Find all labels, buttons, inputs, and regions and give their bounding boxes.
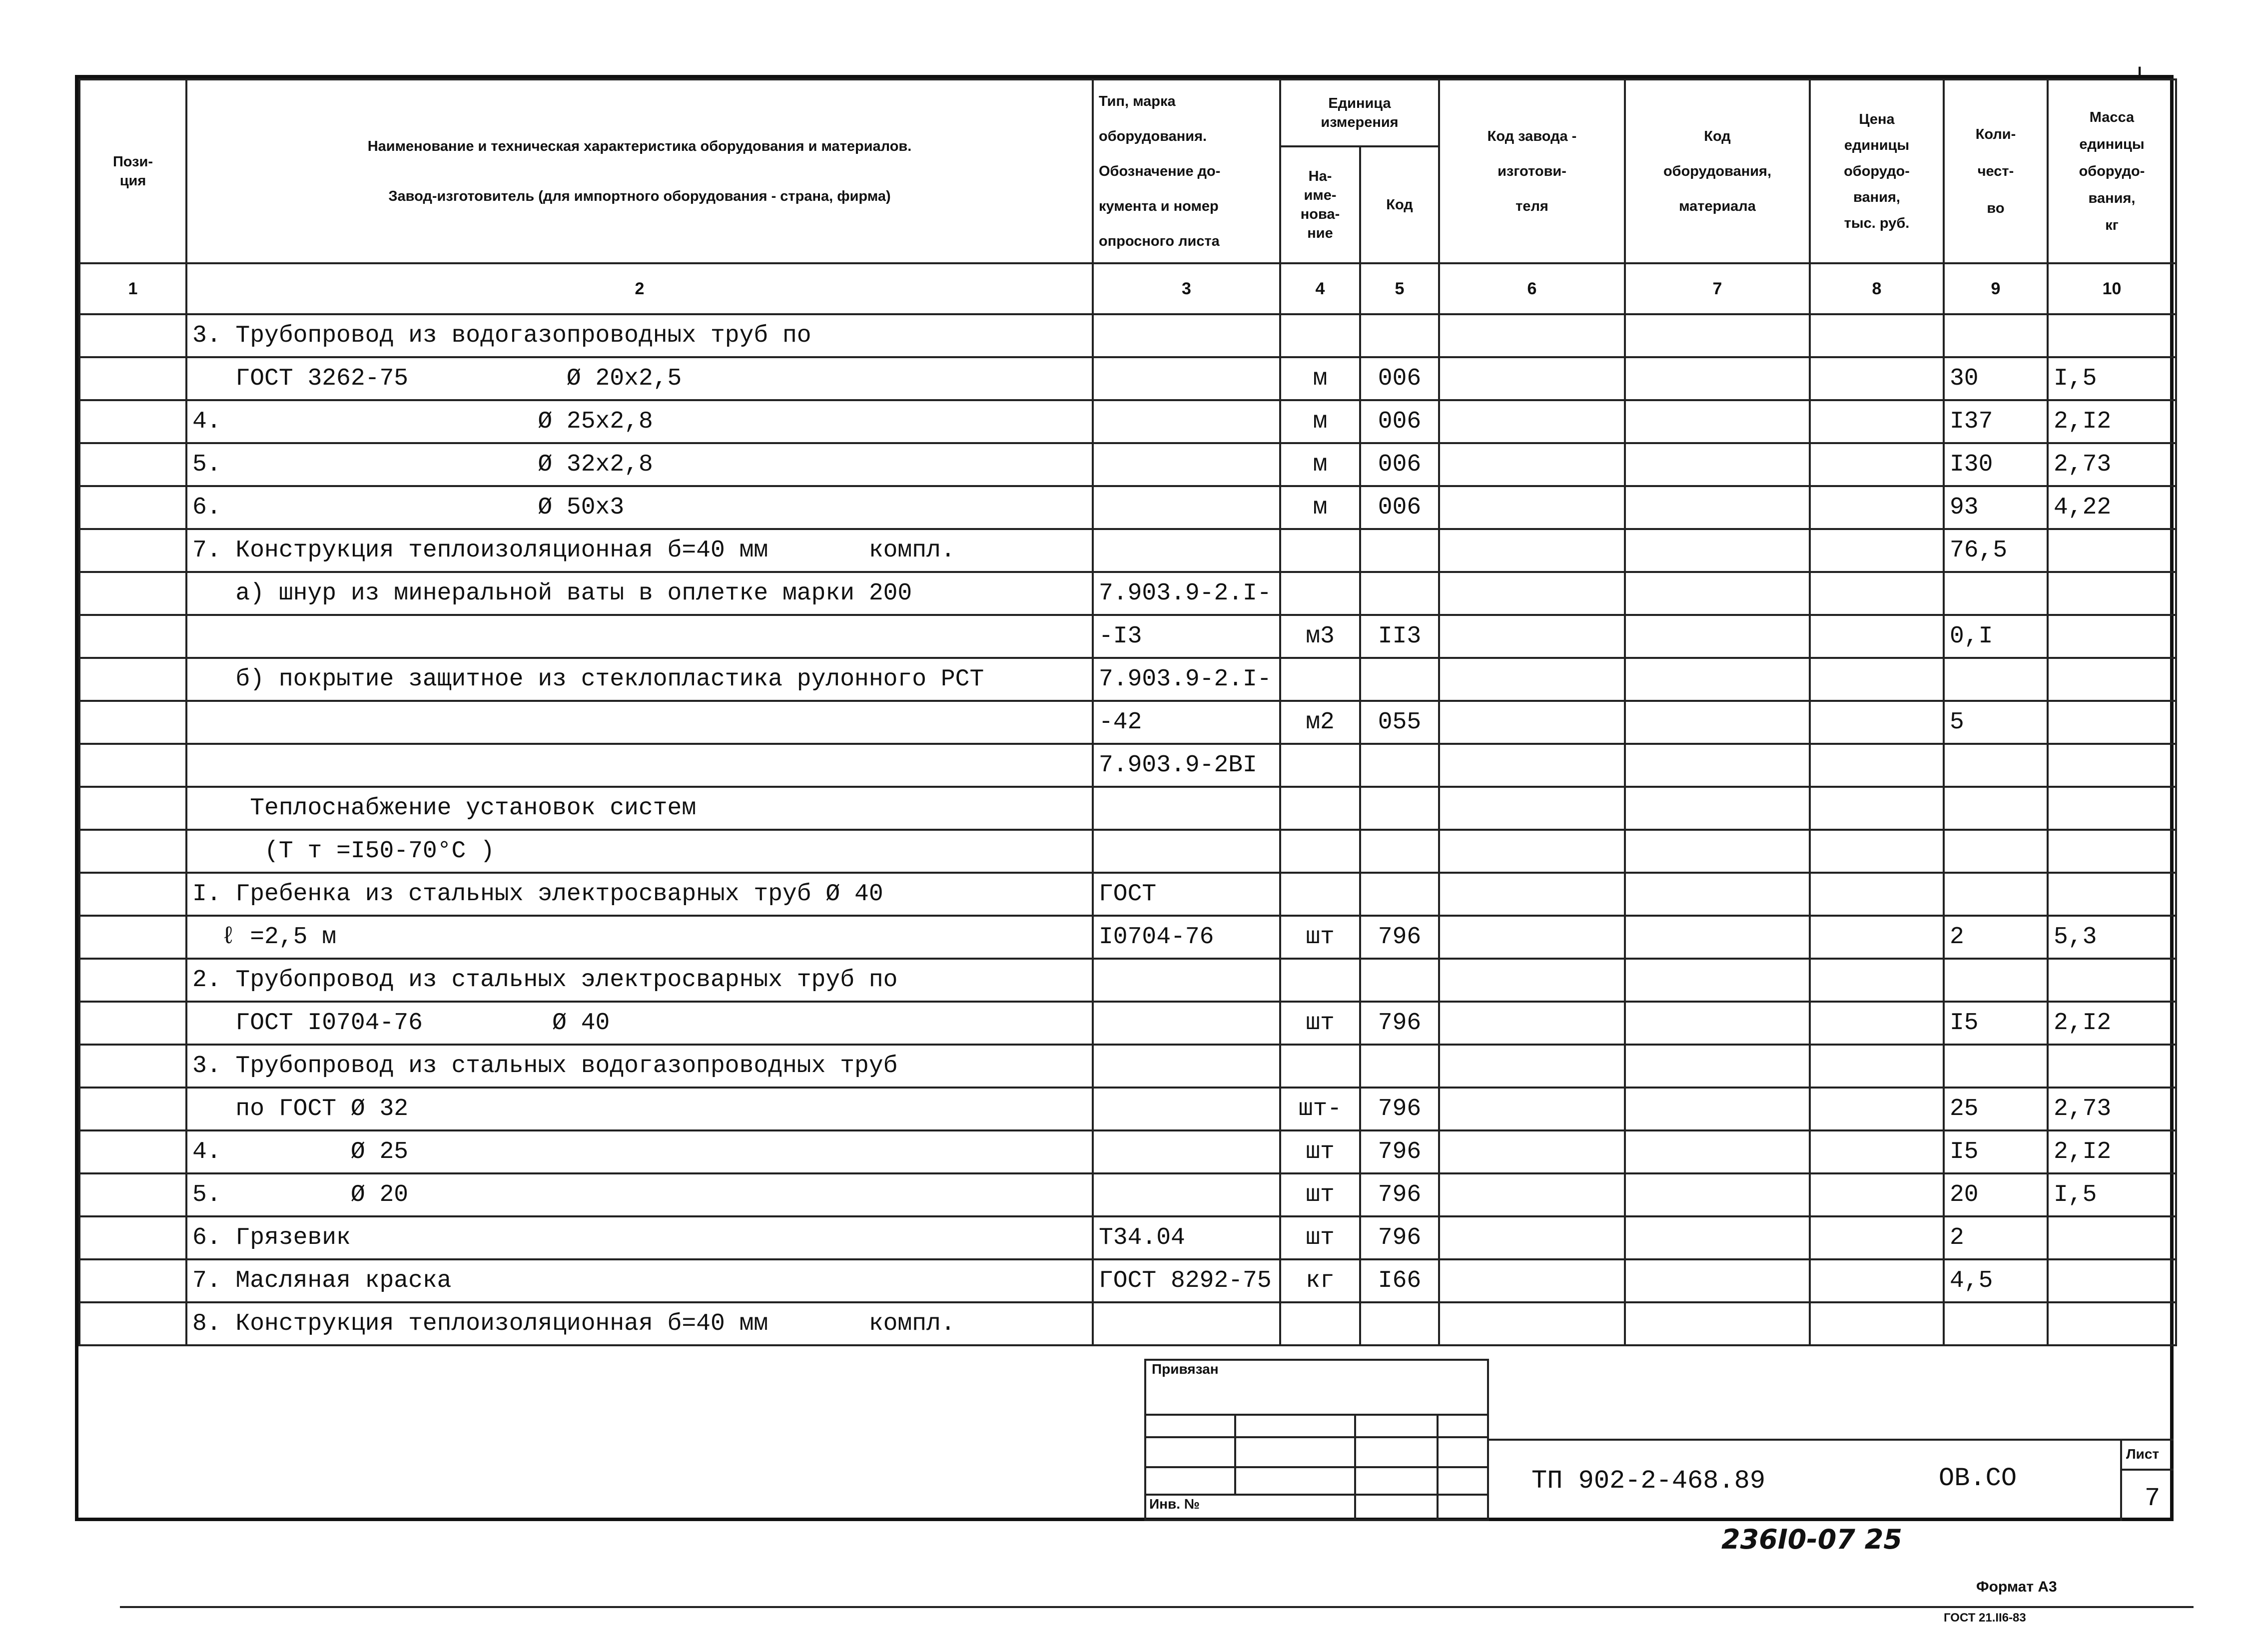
cell-c7 (1625, 1088, 1810, 1130)
cell-c2: 8. Конструкция теплоизоляционная б=40 мм компл. (186, 1302, 1093, 1345)
header-material-code: Код оборудования, материала (1625, 79, 1810, 263)
cell-c8 (1810, 1130, 1944, 1173)
cell-c6 (1439, 916, 1625, 959)
cell-c8 (1810, 357, 1944, 400)
cell-c3 (1093, 486, 1280, 529)
cell-c7 (1625, 1002, 1810, 1045)
cell-c5 (1360, 873, 1439, 916)
cell-c5: 006 (1360, 357, 1439, 400)
cell-c8 (1810, 572, 1944, 615)
cell-c9 (1944, 873, 2048, 916)
cell-c9: 93 (1944, 486, 2048, 529)
cell-c1 (79, 701, 186, 744)
cell-c1 (79, 1259, 186, 1302)
cell-c1 (79, 400, 186, 443)
cell-c8 (1810, 830, 1944, 873)
cell-c5 (1360, 744, 1439, 787)
cell-c4: м3 (1280, 615, 1360, 658)
cell-c2: 6. Грязевик (186, 1216, 1093, 1259)
cell-c3 (1093, 529, 1280, 572)
cell-c10: 2,I2 (2048, 1002, 2176, 1045)
cell-c1 (79, 744, 186, 787)
cell-c1 (79, 830, 186, 873)
column-number: 6 (1439, 263, 1625, 314)
cell-c5: 796 (1360, 1088, 1439, 1130)
cell-c4: шт (1280, 1002, 1360, 1045)
cell-c2: ГОСТ 3262-75 Ø 20х2,5 (186, 357, 1093, 400)
specification-rows (79, 263, 2176, 1345)
cell-c9 (1944, 1045, 2048, 1088)
cell-c5 (1360, 1045, 1439, 1088)
cell-c1 (79, 529, 186, 572)
cell-c3 (1093, 1088, 1280, 1130)
cell-c3 (1093, 830, 1280, 873)
cell-c8 (1810, 787, 1944, 830)
cell-c5 (1360, 529, 1439, 572)
cell-c9: I5 (1944, 1002, 2048, 1045)
cell-c6 (1439, 787, 1625, 830)
cell-c2: ГОСТ I0704-76 Ø 40 (186, 1002, 1093, 1045)
table-row (79, 787, 2176, 830)
cell-c9 (1944, 787, 2048, 830)
cell-c2: 3. Трубопровод из водогазопроводных труб по (186, 314, 1093, 357)
cell-c6 (1439, 357, 1625, 400)
cell-c10 (2048, 314, 2176, 357)
cell-c4: шт- (1280, 1088, 1360, 1130)
cell-c8 (1810, 1088, 1944, 1130)
table-row (79, 529, 2176, 572)
table-row (79, 1259, 2176, 1302)
cell-c10: 2,I2 (2048, 400, 2176, 443)
cell-c5: II3 (1360, 615, 1439, 658)
cell-c10 (2048, 959, 2176, 1002)
cell-c2: а) шнур из минеральной ваты в оплетке марки 200 (186, 572, 1093, 615)
format-standard: ГОСТ 21.II6-83 (1944, 1611, 2026, 1623)
cell-c1 (79, 959, 186, 1002)
cell-c9: 2 (1944, 916, 2048, 959)
margin-top-mark: I (2138, 64, 2142, 80)
cell-c3 (1093, 787, 1280, 830)
cell-c6 (1439, 744, 1625, 787)
cell-c7 (1625, 314, 1810, 357)
cell-c9 (1944, 744, 2048, 787)
cell-c3 (1093, 1173, 1280, 1216)
cell-c3 (1093, 400, 1280, 443)
table-row (79, 357, 2176, 400)
document-code: ТП 902-2-468.89 (1531, 1466, 1766, 1496)
column-number: 10 (2048, 263, 2176, 314)
cell-c7 (1625, 787, 1810, 830)
cell-c1 (79, 1173, 186, 1216)
cell-c1 (79, 357, 186, 400)
table-row (79, 443, 2176, 486)
cell-c6 (1439, 486, 1625, 529)
cell-c5: 796 (1360, 1002, 1439, 1045)
cell-c8 (1810, 529, 1944, 572)
cell-c9: I37 (1944, 400, 2048, 443)
cell-c4 (1280, 830, 1360, 873)
column-number: 1 (79, 263, 186, 314)
cell-c10 (2048, 701, 2176, 744)
cell-c10: 5,3 (2048, 916, 2176, 959)
cell-c10: 2,73 (2048, 1088, 2176, 1130)
cell-c7 (1625, 744, 1810, 787)
cell-c4: шт (1280, 1130, 1360, 1173)
cell-c10 (2048, 658, 2176, 701)
header-name: Наименование и техническая характеристика оборудования и материалов. Завод-изготовитель (для импортного оборудования - страна, фирма) (186, 79, 1093, 263)
cell-c1 (79, 486, 186, 529)
table-row (79, 486, 2176, 529)
sheet-label: Лист (2126, 1446, 2160, 1462)
cell-c10: 2,73 (2048, 443, 2176, 486)
cell-c8 (1810, 400, 1944, 443)
table-row (79, 1173, 2176, 1216)
cell-c5: 796 (1360, 1173, 1439, 1216)
cell-c3 (1093, 1002, 1280, 1045)
cell-c3 (1093, 314, 1280, 357)
table-row (79, 658, 2176, 701)
cell-c6 (1439, 1130, 1625, 1173)
cell-c4: м (1280, 443, 1360, 486)
cell-c2: 5. Ø 20 (186, 1173, 1093, 1216)
column-number: 8 (1810, 263, 1944, 314)
cell-c10: I,5 (2048, 1173, 2176, 1216)
cell-c1 (79, 916, 186, 959)
cell-c5 (1360, 572, 1439, 615)
table-row (79, 744, 2176, 787)
cell-c8 (1810, 1173, 1944, 1216)
table-row (79, 1302, 2176, 1345)
cell-c8 (1810, 1302, 1944, 1345)
cell-c2: 6. Ø 50х3 (186, 486, 1093, 529)
cell-c7 (1625, 658, 1810, 701)
header-position: Пози- ция (79, 79, 186, 263)
cell-c3: -I3 (1093, 615, 1280, 658)
cell-c9: I30 (1944, 443, 2048, 486)
cell-c3 (1093, 1302, 1280, 1345)
cell-c1 (79, 1088, 186, 1130)
cell-c1 (79, 658, 186, 701)
table-row (79, 1130, 2176, 1173)
cell-c2 (186, 744, 1093, 787)
header-type: Тип, марка оборудования. Обозначение до- кумента и номер опросного листа (1093, 79, 1280, 263)
table-row (79, 1045, 2176, 1088)
cell-c2: 3. Трубопровод из стальных водогазопроводных труб (186, 1045, 1093, 1088)
column-number: 3 (1093, 263, 1280, 314)
cell-c6 (1439, 1216, 1625, 1259)
cell-c10 (2048, 1045, 2176, 1088)
cell-c4 (1280, 744, 1360, 787)
cell-c7 (1625, 1259, 1810, 1302)
cell-c1 (79, 1216, 186, 1259)
specification-table (78, 78, 2177, 1346)
cell-c1 (79, 787, 186, 830)
header-unit-name: На- име- нова- ние (1280, 146, 1360, 263)
cell-c5: 796 (1360, 1130, 1439, 1173)
cell-c4 (1280, 572, 1360, 615)
cell-c10 (2048, 744, 2176, 787)
cell-c3: ГОСТ 8292-75 (1093, 1259, 1280, 1302)
cell-c2: ℓ =2,5 м (186, 916, 1093, 959)
document-suffix: ОВ.СО (1939, 1464, 2017, 1493)
cell-c4: м (1280, 486, 1360, 529)
cell-c9 (1944, 658, 2048, 701)
cell-c8 (1810, 959, 1944, 1002)
cell-c5 (1360, 830, 1439, 873)
cell-c9: 76,5 (1944, 529, 2048, 572)
cell-c7 (1625, 959, 1810, 1002)
cell-c6 (1439, 658, 1625, 701)
table-row (79, 615, 2176, 658)
cell-c3: 7.903.9-2.I- (1093, 572, 1280, 615)
cell-c10: 4,22 (2048, 486, 2176, 529)
cell-c5: 796 (1360, 916, 1439, 959)
cell-c6 (1439, 529, 1625, 572)
cell-c8 (1810, 1045, 1944, 1088)
sheet-number: 7 (2145, 1484, 2161, 1513)
cell-c5: 006 (1360, 443, 1439, 486)
cell-c4 (1280, 873, 1360, 916)
table-row (79, 873, 2176, 916)
cell-c6 (1439, 572, 1625, 615)
cell-c8 (1810, 658, 1944, 701)
cell-c2: 4. Ø 25 (186, 1130, 1093, 1173)
inventory-number-label: Инв. № (1149, 1496, 1200, 1512)
cell-c7 (1625, 1216, 1810, 1259)
cell-c1 (79, 572, 186, 615)
cell-c7 (1625, 486, 1810, 529)
cell-c8 (1810, 486, 1944, 529)
cell-c5 (1360, 959, 1439, 1002)
header-unit-group: Единица измерения (1280, 79, 1439, 146)
cell-c4 (1280, 787, 1360, 830)
cell-c5 (1360, 1302, 1439, 1345)
cell-c1 (79, 314, 186, 357)
cell-c3: Т34.04 (1093, 1216, 1280, 1259)
cell-c4: м (1280, 357, 1360, 400)
cell-c10 (2048, 830, 2176, 873)
cell-c2: 7. Конструкция теплоизоляционная б=40 мм компл. (186, 529, 1093, 572)
cell-c2 (186, 615, 1093, 658)
cell-c3: -42 (1093, 701, 1280, 744)
cell-c8 (1810, 1002, 1944, 1045)
cell-c1 (79, 443, 186, 486)
cell-c5: 055 (1360, 701, 1439, 744)
cell-c4 (1280, 529, 1360, 572)
cell-c8 (1810, 744, 1944, 787)
cell-c9 (1944, 314, 2048, 357)
cell-c10: I,5 (2048, 357, 2176, 400)
cell-c5: 006 (1360, 400, 1439, 443)
cell-c9: 2 (1944, 1216, 2048, 1259)
cell-c10 (2048, 572, 2176, 615)
cell-c10 (2048, 1259, 2176, 1302)
cell-c2: 2. Трубопровод из стальных электросварных труб по (186, 959, 1093, 1002)
cell-c3: 7.903.9-2BI (1093, 744, 1280, 787)
cell-c5: 796 (1360, 1216, 1439, 1259)
cell-c8 (1810, 873, 1944, 916)
cell-c6 (1439, 1045, 1625, 1088)
stamp-number: 236I0-07 25 (1721, 1524, 1902, 1555)
cell-c9: 4,5 (1944, 1259, 2048, 1302)
cell-c8 (1810, 314, 1944, 357)
cell-c4 (1280, 1302, 1360, 1345)
cell-c4: м (1280, 400, 1360, 443)
cell-c9: 5 (1944, 701, 2048, 744)
cell-c3 (1093, 443, 1280, 486)
cell-c9: 0,I (1944, 615, 2048, 658)
cell-c3 (1093, 959, 1280, 1002)
table-row (79, 701, 2176, 744)
cell-c2: (Т т =I50-70°С ) (186, 830, 1093, 873)
cell-c6 (1439, 701, 1625, 744)
cell-c4 (1280, 1045, 1360, 1088)
cell-c4 (1280, 314, 1360, 357)
column-number: 4 (1280, 263, 1360, 314)
cell-c6 (1439, 959, 1625, 1002)
cell-c2: I. Гребенка из стальных электросварных труб Ø 40 (186, 873, 1093, 916)
cell-c7 (1625, 916, 1810, 959)
cell-c6 (1439, 1173, 1625, 1216)
cell-c10 (2048, 1216, 2176, 1259)
cell-c5: 006 (1360, 486, 1439, 529)
cell-c4: кг (1280, 1259, 1360, 1302)
cell-c1 (79, 1130, 186, 1173)
cell-c4 (1280, 658, 1360, 701)
cell-c8 (1810, 615, 1944, 658)
cell-c7 (1625, 701, 1810, 744)
cell-c6 (1439, 1002, 1625, 1045)
cell-c6 (1439, 1259, 1625, 1302)
cell-c7 (1625, 1130, 1810, 1173)
column-number: 5 (1360, 263, 1439, 314)
table-row (79, 1002, 2176, 1045)
cell-c3 (1093, 357, 1280, 400)
format-label: Формат А3 (1976, 1579, 2057, 1595)
cell-c1 (79, 1045, 186, 1088)
cell-c6 (1439, 615, 1625, 658)
column-number: 7 (1625, 263, 1810, 314)
cell-c10 (2048, 529, 2176, 572)
cell-c9: I5 (1944, 1130, 2048, 1173)
cell-c10 (2048, 873, 2176, 916)
cell-c8 (1810, 1216, 1944, 1259)
header-quantity: Коли- чест- во (1944, 79, 2048, 263)
privyazan-label: Привязан (1152, 1361, 1219, 1377)
cell-c9: 30 (1944, 357, 2048, 400)
cell-c7 (1625, 443, 1810, 486)
header-unit-code: Код (1360, 146, 1439, 263)
cell-c5 (1360, 787, 1439, 830)
cell-c7 (1625, 357, 1810, 400)
cell-c7 (1625, 400, 1810, 443)
cell-c9: 25 (1944, 1088, 2048, 1130)
cell-c9 (1944, 830, 2048, 873)
cell-c9: 20 (1944, 1173, 2048, 1216)
header-maker-code: Код завода - изготови- теля (1439, 79, 1625, 263)
cell-c4: шт (1280, 1216, 1360, 1259)
cell-c3 (1093, 1045, 1280, 1088)
cell-c7 (1625, 529, 1810, 572)
cell-c2 (186, 701, 1093, 744)
cell-c6 (1439, 1302, 1625, 1345)
cell-c7 (1625, 1045, 1810, 1088)
cell-c7 (1625, 873, 1810, 916)
cell-c3: ГОСТ (1093, 873, 1280, 916)
header-price: Цена единицы оборудо- вания, тыс. руб. (1810, 79, 1944, 263)
cell-c1 (79, 873, 186, 916)
cell-c4: шт (1280, 1173, 1360, 1216)
column-number: 9 (1944, 263, 2048, 314)
cell-c7 (1625, 1302, 1810, 1345)
cell-c7 (1625, 830, 1810, 873)
cell-c7 (1625, 572, 1810, 615)
cell-c8 (1810, 916, 1944, 959)
cell-c5 (1360, 658, 1439, 701)
cell-c1 (79, 615, 186, 658)
cell-c2: Теплоснабжение установок систем (186, 787, 1093, 830)
table-row (79, 314, 2176, 357)
cell-c8 (1810, 1259, 1944, 1302)
cell-c3: I0704-76 (1093, 916, 1280, 959)
cell-c6 (1439, 830, 1625, 873)
cell-c4 (1280, 959, 1360, 1002)
cell-c8 (1810, 443, 1944, 486)
cell-c9 (1944, 1302, 2048, 1345)
column-number-row (79, 263, 2176, 314)
cell-c4: м2 (1280, 701, 1360, 744)
cell-c2: б) покрытие защитное из стеклопластика рулонного РСТ (186, 658, 1093, 701)
cell-c7 (1625, 615, 1810, 658)
cell-c1 (79, 1302, 186, 1345)
cell-c1 (79, 1002, 186, 1045)
cell-c6 (1439, 873, 1625, 916)
cell-c4: шт (1280, 916, 1360, 959)
table-row (79, 1216, 2176, 1259)
cell-c3: 7.903.9-2.I- (1093, 658, 1280, 701)
cell-c10 (2048, 615, 2176, 658)
cell-c10: 2,I2 (2048, 1130, 2176, 1173)
cell-c6 (1439, 443, 1625, 486)
cell-c10 (2048, 787, 2176, 830)
column-number: 2 (186, 263, 1093, 314)
table-row (79, 572, 2176, 615)
cell-c6 (1439, 1088, 1625, 1130)
table-row (79, 916, 2176, 959)
cell-c8 (1810, 701, 1944, 744)
cell-c2: 4. Ø 25х2,8 (186, 400, 1093, 443)
cell-c6 (1439, 314, 1625, 357)
table-row (79, 959, 2176, 1002)
table-row (79, 400, 2176, 443)
header-mass: Масса единицы оборудо- вания, кг (2048, 79, 2176, 263)
cell-c9 (1944, 959, 2048, 1002)
cell-c2: 5. Ø 32х2,8 (186, 443, 1093, 486)
table-row (79, 1088, 2176, 1130)
cell-c10 (2048, 1302, 2176, 1345)
cell-c2: по ГОСТ Ø 32 (186, 1088, 1093, 1130)
cell-c3 (1093, 1130, 1280, 1173)
cell-c2: 7. Масляная краска (186, 1259, 1093, 1302)
cell-c5: I66 (1360, 1259, 1439, 1302)
cell-c7 (1625, 1173, 1810, 1216)
cell-c9 (1944, 572, 2048, 615)
cell-c5 (1360, 314, 1439, 357)
table-row (79, 830, 2176, 873)
cell-c6 (1439, 400, 1625, 443)
